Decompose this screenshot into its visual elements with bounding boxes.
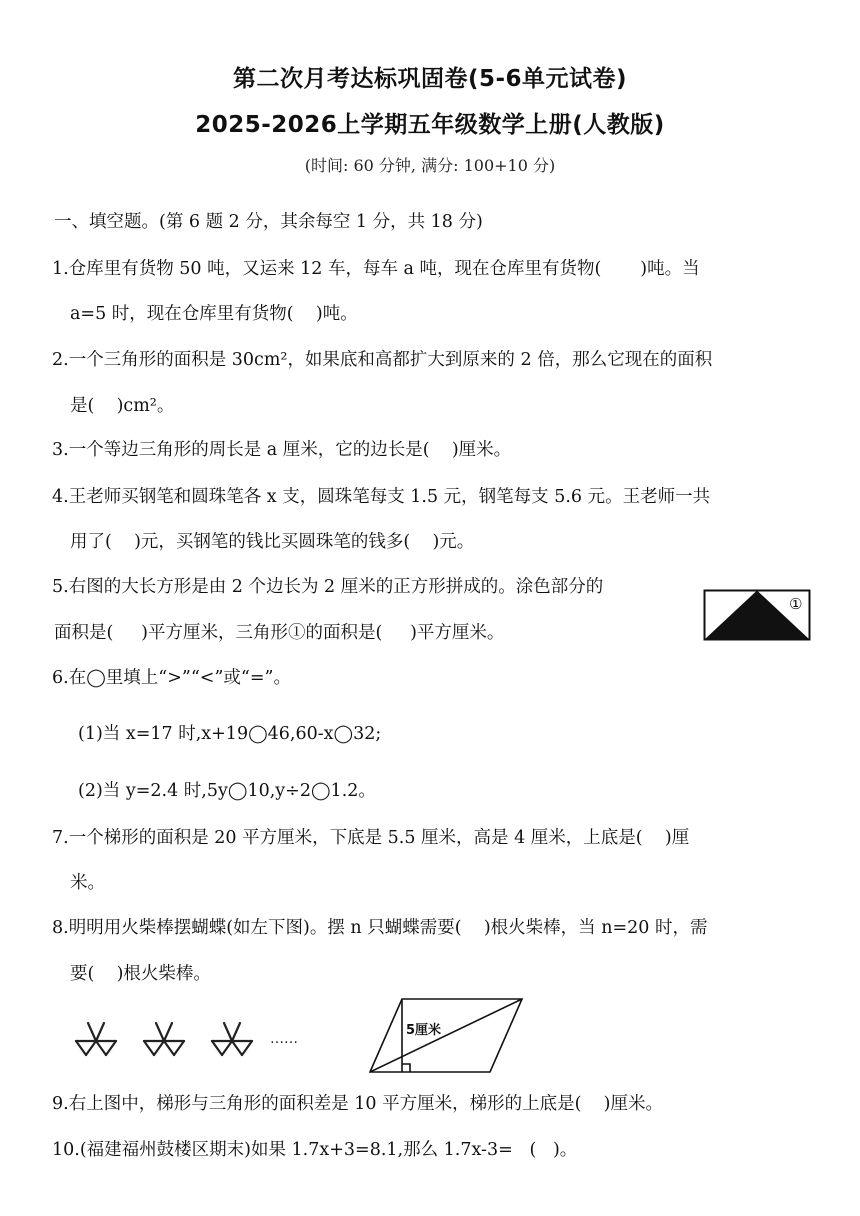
question-6-part-2: (2)当 y=2.4 时,5y◯10,y÷2◯1.2。 (78, 781, 376, 801)
question-8-line-1: 8.明明用火柴棒摆蝴蝶(如左下图)。摆 n 只蝴蝶需要( )根火柴棒，当 n=20 时，需 (52, 918, 708, 938)
exam-subtitle: 2025-2026上学期五年级数学上册(人教版) (195, 112, 665, 138)
question-7-line-1: 7.一个梯形的面积是 20 平方厘米，下底是 5.5 厘米，高是 4 厘米，上底是( )厘 (52, 828, 690, 848)
question-1-line-1: 1.仓库里有货物 50 吨，又运来 12 车，每车 a 吨，现在仓库里有货物( )吨。当 (52, 259, 700, 279)
exam-meta: (时间: 60 分钟, 满分: 100+10 分) (304, 156, 556, 175)
question-4-line-2: 用了( )元，买钢笔的钱比买圆珠笔的钱多( )元。 (70, 532, 475, 552)
butterfly-ellipsis: …… (270, 1031, 298, 1047)
butterfly-3 (212, 1023, 252, 1055)
question-1-line-2: a=5 时，现在仓库里有货物( )吨。 (70, 304, 358, 324)
matchstick-butterflies-figure (70, 1015, 310, 1063)
diagonal (370, 999, 522, 1072)
butterfly-1 (76, 1023, 116, 1055)
shaded-rectangle-figure (703, 589, 811, 641)
question-6: 6.在◯里填上“>”“<”或“=”。 (52, 668, 291, 688)
question-2-line-1: 2.一个三角形的面积是 30cm²，如果底和高都扩大到原来的 2 倍，那么它现在的面积 (52, 350, 713, 370)
butterfly-2 (144, 1023, 184, 1055)
exam-title: 第二次月考达标巩固卷(5-6单元试卷) (232, 66, 628, 92)
question-8-line-2: 要( )根火柴棒。 (70, 964, 211, 984)
section-heading: 一、填空题。(第 6 题 2 分，其余每空 1 分，共 18 分) (54, 212, 483, 232)
question-4-line-1: 4.王老师买钢笔和圆珠笔各 x 支，圆珠笔每支 1.5 元，钢笔每支 5.6 元。王老师一共 (52, 487, 711, 507)
triangle-1-label: ① (789, 595, 803, 613)
question-7-line-2: 米。 (70, 873, 105, 893)
question-3: 3.一个等边三角形的周长是 a 厘米，它的边长是( )厘米。 (52, 440, 512, 460)
right-angle-mark (402, 1064, 410, 1072)
question-5-line-1: 5.右图的大长方形是由 2 个边长为 2 厘米的正方形拼成的。涂色部分的 (52, 577, 604, 597)
question-6-part-1: (1)当 x=17 时,x+19◯46,60-x◯32; (78, 724, 382, 744)
question-10: 10.(福建福州鼓楼区期末)如果 1.7x+3=8.1,那么 1.7x-3= ( )。 (52, 1140, 578, 1160)
height-label: 5厘米 (406, 1023, 442, 1038)
parallelogram-figure (366, 996, 526, 1074)
question-5-line-2: 面积是( )平方厘米，三角形①的面积是( )平方厘米。 (54, 623, 505, 643)
question-9: 9.右上图中，梯形与三角形的面积差是 10 平方厘米，梯形的上底是( )厘米。 (52, 1094, 663, 1114)
question-2-line-2: 是( )cm²。 (70, 396, 175, 416)
